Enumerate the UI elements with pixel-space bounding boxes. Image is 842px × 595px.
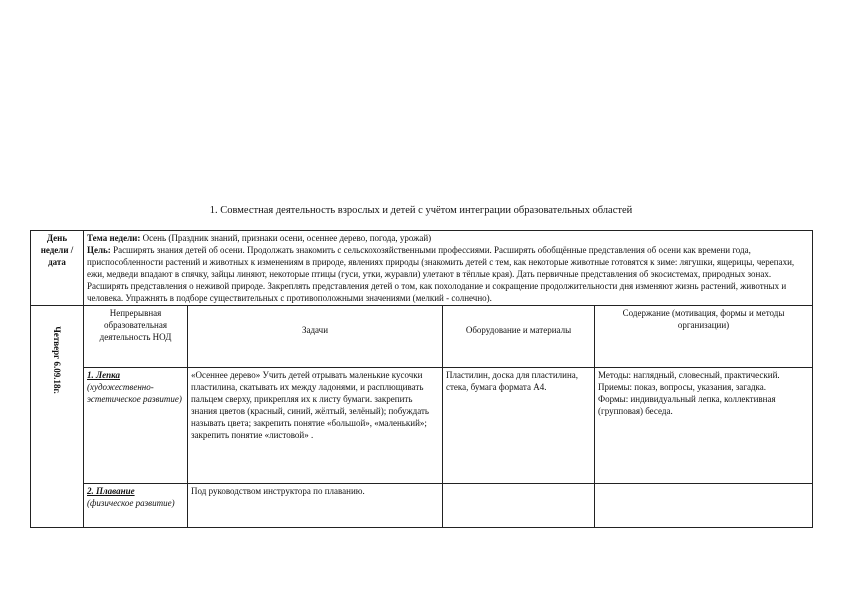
subject-name: 1. Лепка: [87, 370, 121, 380]
subject-area: (физическое развитие): [87, 498, 175, 508]
page-heading: 1. Совместная деятельность взрослых и детей с учётом интеграции образовательных областей: [209, 205, 633, 216]
col-header-content: Содержание (мотивация, формы и методы организации): [595, 306, 813, 368]
subject-cell: [84, 484, 188, 528]
activity-plan-table: [30, 230, 813, 528]
equipment-cell: [443, 484, 595, 528]
table-row: [31, 484, 813, 528]
theme-row: [31, 231, 813, 306]
tasks-cell: «Осеннее дерево» Учить детей отрывать маленькие кусочки пластилина, скатывать их между ладонями, и расплющивать пальцем сверху, прикрепляя их к листу бумаги. закрепить знания цветов (красный, синий, жёлтый, зелёный); побуждать называть цвета; закрепить понятие «большой», «маленький»; закрепить понятие «листовой» .: [188, 368, 443, 484]
content-cell: [595, 368, 813, 484]
content-forms: Формы: индивидуальный лепка, коллективная (групповая) беседа.: [598, 394, 776, 416]
day-date-header: День недели / дата: [31, 231, 84, 306]
goal-label: Цель:: [87, 245, 111, 255]
date-cell: [31, 306, 84, 528]
content-techniques: Приемы: показ, вопросы, указания, загадка.: [598, 382, 767, 392]
content-methods: Методы: наглядный, словесный, практический.: [598, 370, 780, 380]
table-row: [31, 368, 813, 484]
subject-area: (художественно-эстетическое развитие): [87, 382, 182, 404]
col-header-tasks: Задачи: [188, 306, 443, 368]
col-header-equipment: Оборудование и материалы: [443, 306, 595, 368]
date-label: Четверг 6.09.18г.: [52, 326, 62, 394]
content-cell: [595, 484, 813, 528]
theme-value: Осень (Праздник знаний, признаки осени, осеннее дерево, погода, урожай): [142, 233, 432, 243]
theme-label: Тема недели:: [87, 233, 141, 243]
theme-cell: [84, 231, 813, 306]
subject-name: 2. Плавание: [87, 486, 135, 496]
equipment-cell: Пластилин, доска для пластилина, стека, бумага формата А4.: [443, 368, 595, 484]
goal-value: Расширять знания детей об осени. Продолжать знакомить с сельскохозяйственными профессиями. Расширять обобщённые представления об осени как времени года, приспособленности растений и животных к изменениям в природе, явлениях природы (знакомить детей с тем, как некоторые животные готовятся к зиме: лягушки, ящерицы, черепахи, ежи, медведи впадают в спячку, зайцы линяют, некоторые птицы (гуси, утки, журавли) улетают в тёплые края). Дать первичные представления об экосистемах, природных зонах. Расширять представления о неживой природе. Закреплять представления детей о том, как похолодание и сокращение продолжительности дня изменяют жизнь растений, животных и человека. Упражнять в подборе существительных с противоположными значениями (мелкий - солнечно).: [87, 245, 795, 303]
subject-cell: [84, 368, 188, 484]
col-header-nod: Непрерывная образовательная деятельность НОД: [84, 306, 188, 368]
column-header-row: [31, 306, 813, 368]
tasks-cell: Под руководством инструктора по плаванию.: [188, 484, 443, 528]
